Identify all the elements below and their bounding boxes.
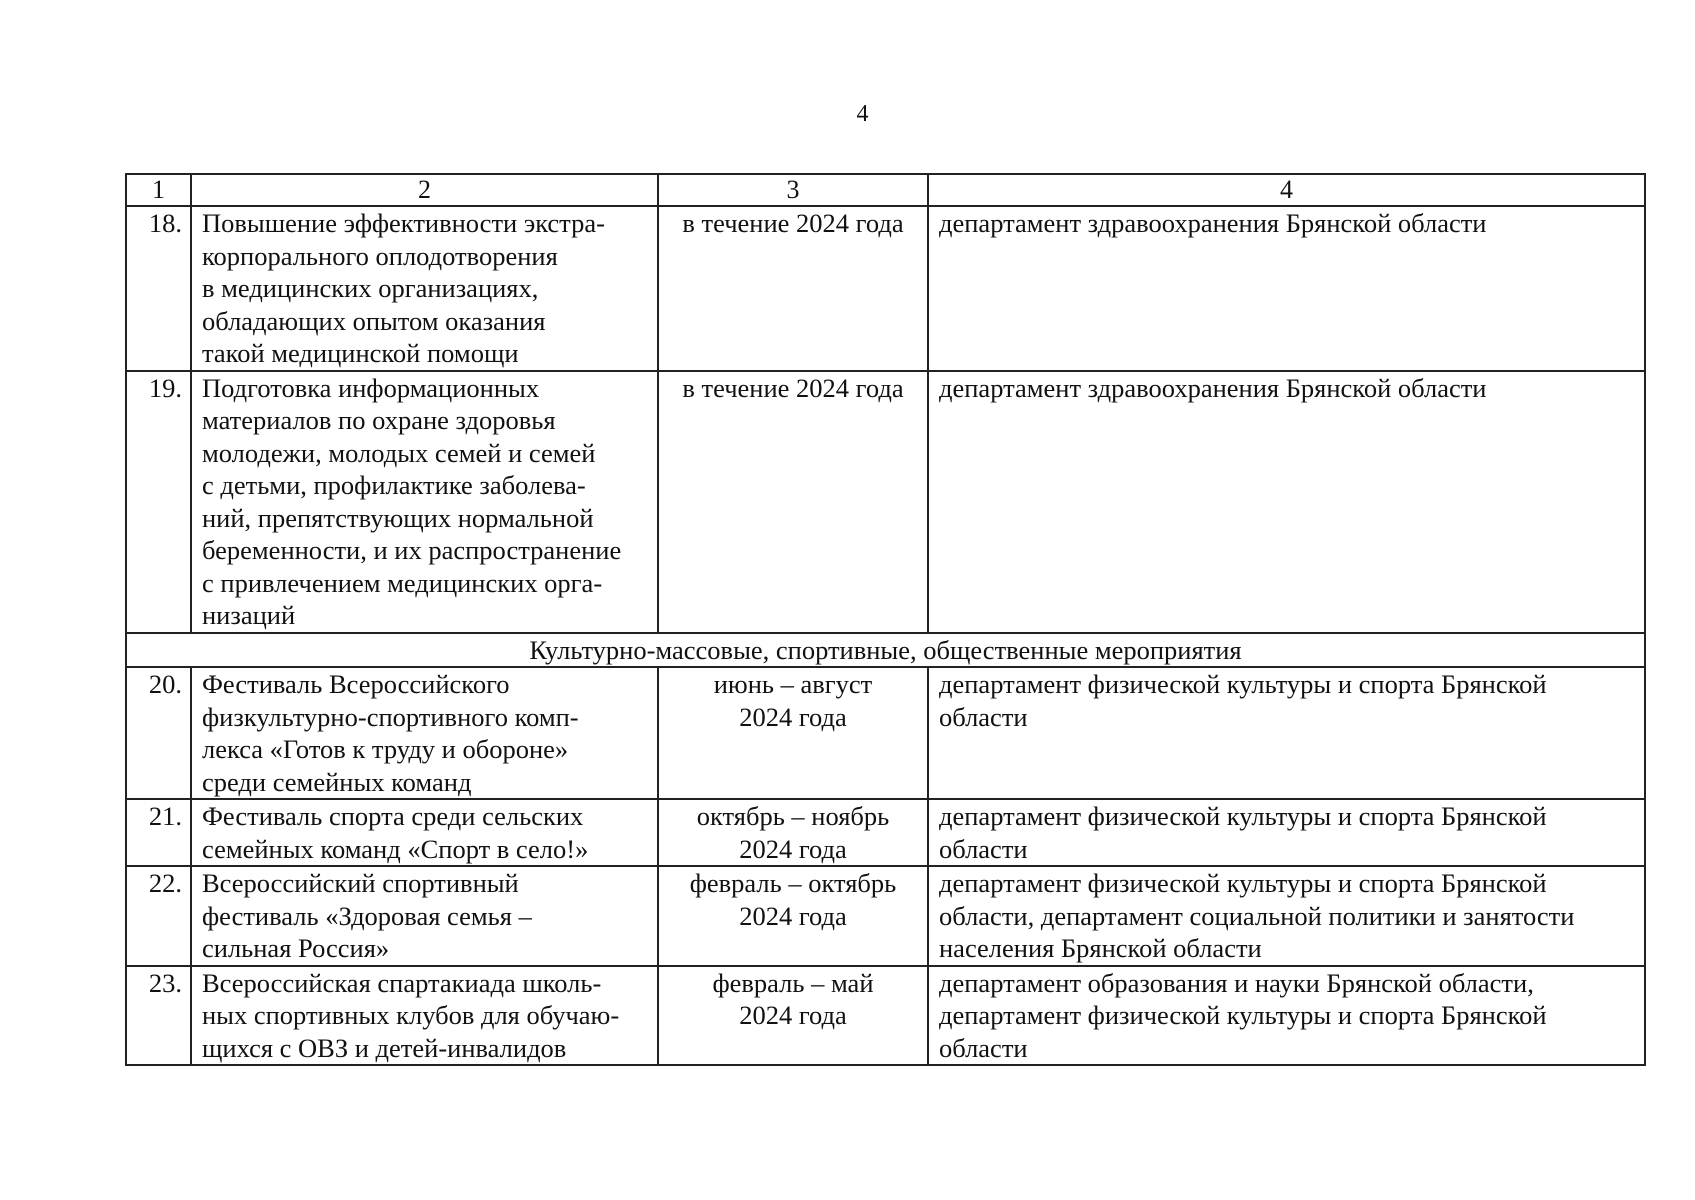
event-date-line: 2024 года [739, 833, 847, 864]
event-responsible [928, 966, 1645, 1066]
event-responsible [928, 866, 1645, 966]
event-responsible-line: области [939, 701, 1028, 732]
event-description-line: в медицинских организациях, [202, 273, 539, 303]
event-description-line: обладающих опытом оказания [202, 305, 546, 336]
event-date-line: в течение 2024 года [682, 372, 904, 403]
header-cell-event: 2 [191, 174, 658, 206]
event-description-line: ний, препятствующих нормальной [202, 502, 594, 533]
event-description [191, 371, 658, 633]
table-row [126, 667, 1645, 799]
row-number: 19. [126, 371, 191, 633]
event-description-line: щихся с ОВЗ и детей-инвалидов [202, 1032, 567, 1063]
event-description [191, 667, 658, 799]
event-responsible [928, 799, 1645, 866]
event-responsible-line: департамент образования и науки Брянской области, [939, 967, 1534, 998]
event-responsible-line: области, департамент социальной политики и занятости [939, 900, 1575, 931]
event-description-line: сильная Россия» [202, 933, 390, 963]
event-responsible-line: департамент здравоохранения Брянской области [939, 208, 1487, 238]
event-date [658, 206, 928, 371]
table-row [126, 206, 1645, 371]
event-description-line: лекса «Готов к труду и обороне» [202, 734, 569, 764]
event-date [658, 371, 928, 633]
table-row [126, 371, 1645, 633]
event-date [658, 799, 928, 866]
row-number: 22. [126, 866, 191, 966]
table-row [126, 799, 1645, 866]
event-responsible-line: департамент физической культуры и спорта Брянской [939, 801, 1547, 831]
table-row [126, 966, 1645, 1066]
event-responsible-line: департамент физической культуры и спорта Брянской [939, 1000, 1547, 1030]
event-description [191, 799, 658, 866]
event-description-line: Фестиваль спорта среди сельских [202, 801, 584, 831]
event-date-line: 2024 года [739, 701, 847, 732]
page-number: 4 [856, 101, 869, 127]
header-row [126, 174, 1645, 206]
event-responsible [928, 667, 1645, 799]
event-responsible-line: департамент здравоохранения Брянской области [939, 372, 1487, 403]
event-date [658, 866, 928, 966]
row-number: 18. [126, 206, 191, 371]
event-date-line: июнь – август [713, 669, 873, 699]
event-responsible-line: области [939, 833, 1028, 864]
event-description-line: ных спортивных клубов для обучаю- [202, 1000, 620, 1030]
event-date [658, 966, 928, 1066]
header-cell-date: 3 [658, 174, 928, 206]
event-responsible-line: департамент физической культуры и спорта Брянской [939, 669, 1547, 699]
event-description-line: Всероссийский спортивный [202, 868, 519, 898]
event-description-line: Фестиваль Всероссийского [202, 669, 510, 699]
row-number: 20. [126, 667, 191, 799]
event-description-line: семейных команд «Спорт в село!» [202, 833, 589, 864]
table-row [126, 866, 1645, 966]
event-date-line: 2024 года [739, 900, 847, 931]
event-description-line: с детьми, профилактике заболева- [202, 470, 586, 500]
event-description-line: молодежи, молодых семей и семей [202, 437, 596, 468]
event-date [658, 667, 928, 799]
event-responsible-line: области [939, 1032, 1028, 1063]
event-responsible-line: департамент физической культуры и спорта Брянской [939, 868, 1547, 898]
event-description-line: низаций [202, 600, 296, 630]
event-date-line: февраль – октябрь [689, 868, 897, 898]
events-table [125, 173, 1646, 1066]
event-responsible [928, 371, 1645, 633]
event-description-line: с привлечением медицинских орга- [202, 567, 603, 598]
event-description-line: Повышение эффективности экстра- [202, 208, 605, 238]
header-cell-responsible: 4 [928, 174, 1645, 206]
section-title: Культурно-массовые, спортивные, общественные мероприятия [126, 633, 1645, 668]
event-description-line: фестиваль «Здоровая семья – [202, 900, 532, 931]
event-description-line: Всероссийская спартакиада школь- [202, 967, 602, 998]
event-responsible-line: населения Брянской области [939, 933, 1262, 963]
row-number: 21. [126, 799, 191, 866]
section-row [126, 633, 1645, 668]
event-description [191, 206, 658, 371]
event-description-line: Подготовка информационных [202, 372, 540, 403]
header-cell-number: 1 [126, 174, 191, 206]
event-description [191, 966, 658, 1066]
event-description-line: беременности, и их распространение [202, 535, 622, 565]
row-number: 23. [126, 966, 191, 1066]
event-description-line: корпорального оплодотворения [202, 240, 558, 271]
event-date-line: октябрь – ноябрь [696, 801, 890, 831]
event-date-line: 2024 года [739, 1000, 847, 1030]
event-responsible [928, 206, 1645, 371]
event-description-line: такой медицинской помощи [202, 338, 519, 368]
event-description [191, 866, 658, 966]
event-date-line: в течение 2024 года [682, 208, 904, 238]
event-description-line: материалов по охране здоровья [202, 405, 556, 435]
event-description-line: физкультурно-спортивного комп- [202, 701, 579, 732]
event-date-line: февраль – май [712, 967, 874, 998]
event-description-line: среди семейных команд [202, 766, 472, 797]
